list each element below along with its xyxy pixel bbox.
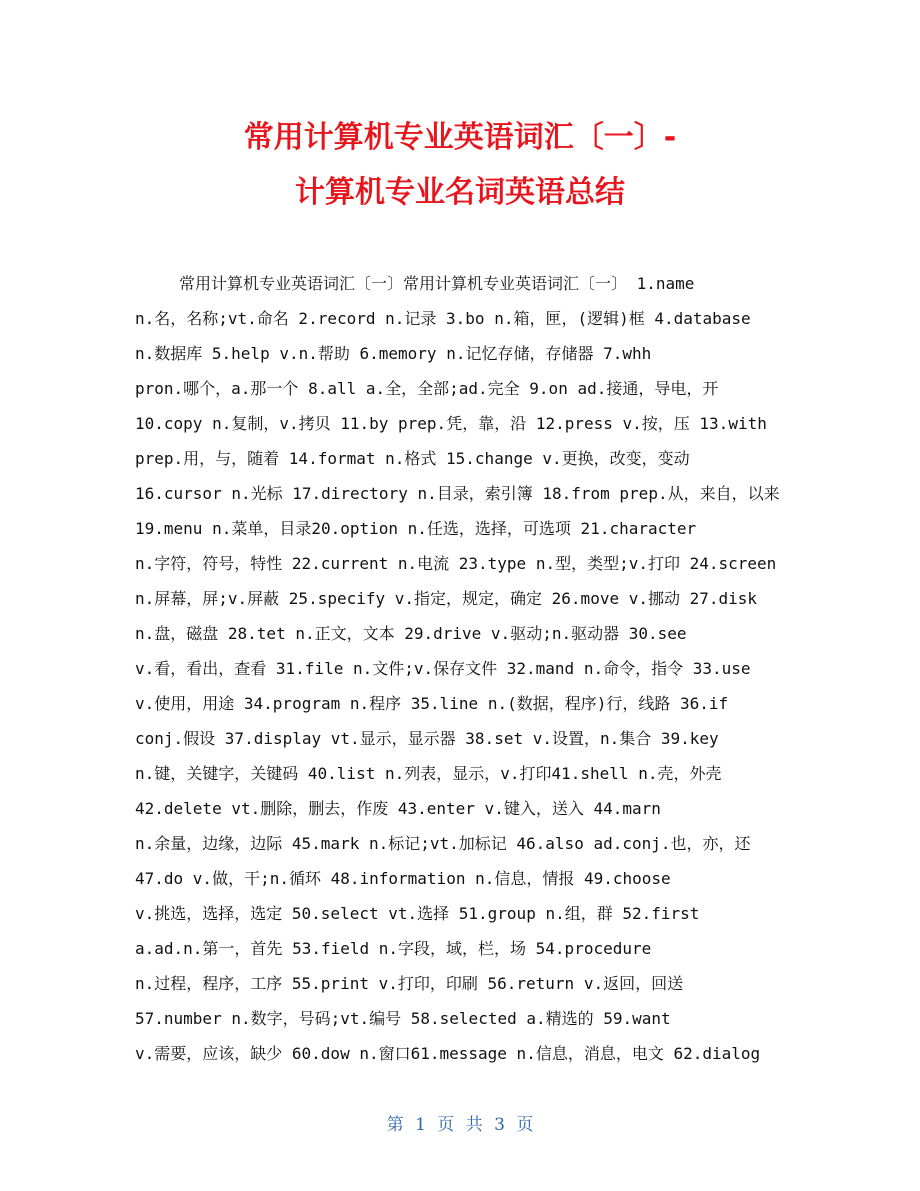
footer-label-total-unit: 页 bbox=[516, 1115, 534, 1135]
document-body bbox=[135, 266, 795, 1071]
body-line: v.挑选，选择，选定 50.select vt.选择 51.group n.组，群 52.first bbox=[135, 904, 700, 923]
body-line: 10.copy n.复制，v.拷贝 11.by prep.凭，靠，沿 12.press v.按，压 13.with bbox=[135, 414, 767, 433]
footer-label-page: 第 bbox=[386, 1115, 404, 1135]
body-line: v.需要，应该，缺少 60.dow n.窗口61.message n.信息，消息，电文 62.dialog bbox=[135, 1044, 761, 1063]
footer-label-page-unit: 页 bbox=[437, 1115, 455, 1135]
body-line: 47.do v.做，干;n.循环 48.information n.信息，情报 49.choose bbox=[135, 869, 671, 888]
body-line: prep.用，与，随着 14.format n.格式 15.change v.更换，改变，变动 bbox=[135, 449, 690, 468]
body-line: 57.number n.数字，号码;vt.编号 58.selected a.精选的 59.want bbox=[135, 1009, 671, 1028]
body-line: v.使用，用途 34.program n.程序 35.line n.(数据，程序)行，线路 36.if bbox=[135, 694, 729, 713]
page-footer bbox=[0, 1112, 920, 1138]
footer-total-pages: 3 bbox=[494, 1115, 505, 1135]
document-title-line-1: 常用计算机专业英语词汇〔一〕- bbox=[243, 120, 677, 155]
document-title-line-2: 计算机专业名词英语总结 bbox=[295, 175, 625, 210]
body-line: pron.哪个，a.那一个 8.all a.全，全部;ad.完全 9.on ad.接通，导电，开 bbox=[135, 379, 719, 398]
body-line: 常用计算机专业英语词汇〔一〕常用计算机专业英语词汇〔一〕 1.name bbox=[179, 274, 695, 293]
body-line: n.屏幕，屏;v.屏蔽 25.specify v.指定，规定，确定 26.move v.挪动 27.disk bbox=[135, 589, 758, 608]
body-line: n.键，关键字，关键码 40.list n.列表，显示，v.打印41.shell n.壳，外壳 bbox=[135, 764, 722, 783]
body-line: a.ad.n.第一，首先 53.field n.字段，域，栏，场 54.procedure bbox=[135, 939, 652, 958]
body-line: n.名，名称;vt.命名 2.record n.记录 3.bo n.箱，匣，(逻辑)框 4.database bbox=[135, 309, 751, 328]
body-line: 19.menu n.菜单，目录20.option n.任选，选择，可选项 21.character bbox=[135, 519, 697, 538]
body-line: n.余量，边缘，边际 45.mark n.标记;vt.加标记 46.also ad.conj.也，亦，还 bbox=[135, 834, 751, 853]
footer-label-total: 共 bbox=[465, 1115, 483, 1135]
body-line: 42.delete vt.删除，删去，作废 43.enter v.键入，送入 44.marn bbox=[135, 799, 661, 818]
body-line: n.数据库 5.help v.n.帮助 6.memory n.记忆存储，存储器 7.whh bbox=[135, 344, 652, 363]
body-line: 16.cursor n.光标 17.directory n.目录，索引簿 18.from prep.从，来自，以来 bbox=[135, 484, 780, 503]
body-line: n.字符，符号，特性 22.current n.电流 23.type n.型，类型;v.打印 24.screen bbox=[135, 554, 777, 573]
body-line: n.过程，程序，工序 55.print v.打印，印刷 56.return v.返回，回送 bbox=[135, 974, 684, 993]
body-line: n.盘，磁盘 28.tet n.正文，文本 29.drive v.驱动;n.驱动器 30.see bbox=[135, 624, 687, 643]
body-line: conj.假设 37.display vt.显示，显示器 38.set v.设置，n.集合 39.key bbox=[135, 729, 719, 748]
body-line: v.看，看出，查看 31.file n.文件;v.保存文件 32.mand n.命令，指令 33.use bbox=[135, 659, 751, 678]
footer-current-page: 1 bbox=[415, 1115, 426, 1135]
